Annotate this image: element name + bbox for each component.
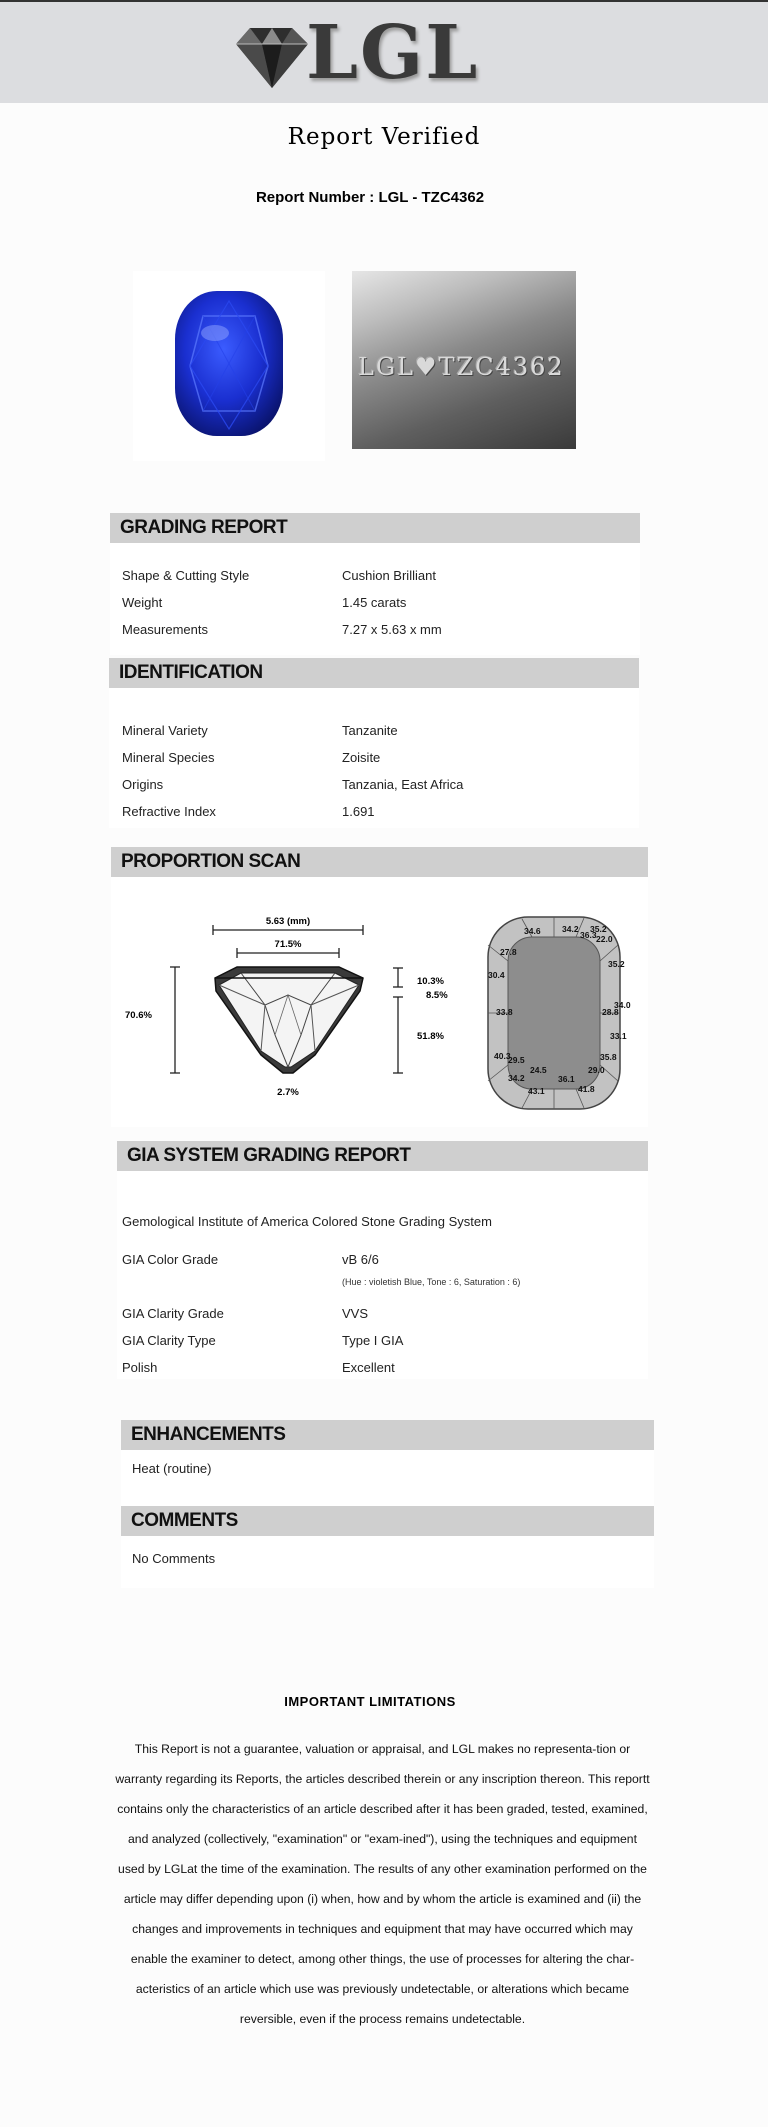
facet-label: 34.0: [614, 1000, 631, 1010]
crown-label: 10.3%: [417, 976, 444, 987]
gia-subtitle: Gemological Institute of America Colored Stone Grading System: [122, 1214, 492, 1229]
enhancements-heading: ENHANCEMENTS: [121, 1420, 654, 1450]
gemstone-photo: [133, 271, 325, 461]
comments-text: No Comments: [132, 1551, 216, 1566]
refractive-index-label: Refractive Index: [122, 804, 216, 819]
gia-color-label: GIA Color Grade: [122, 1252, 219, 1267]
facet-label: 29.5: [508, 1055, 525, 1065]
profile-diagram: [115, 905, 450, 1120]
total-depth-label: 70.6%: [125, 1010, 152, 1021]
facet-label: 27.8: [500, 947, 517, 957]
facet-label: 40.3: [494, 1051, 511, 1061]
width-label: 5.63 (mm): [265, 916, 311, 927]
facet-label: 29.0: [588, 1065, 605, 1075]
shape-label: Shape & Cutting Style: [122, 568, 250, 583]
mineral-variety-value: Tanzanite: [342, 723, 398, 738]
facet-label: 35.2: [590, 924, 607, 934]
measurements-value: 7.27 x 5.63 x mm: [342, 622, 442, 637]
gia-clarity-type-label: GIA Clarity Type: [122, 1333, 216, 1348]
limitations-heading: IMPORTANT LIMITATIONS: [284, 1694, 456, 1709]
enhancements-text: Heat (routine): [132, 1461, 212, 1476]
proportion-scan-heading: PROPORTION SCAN: [111, 847, 648, 877]
facet-label: 28.8: [602, 1007, 619, 1017]
page-title: Report Verified: [287, 124, 481, 150]
identification-heading: IDENTIFICATION: [109, 658, 639, 688]
gia-clarity-grade-value: VVS: [342, 1306, 369, 1321]
facet-label: 41.8: [578, 1084, 595, 1094]
gia-heading: GIA SYSTEM GRADING REPORT: [117, 1141, 648, 1171]
facet-label: 30.4: [488, 970, 505, 980]
shape-value: Cushion Brilliant: [342, 568, 436, 583]
facet-label: 33.1: [610, 1031, 627, 1041]
measurements-label: Measurements: [122, 622, 208, 637]
refractive-index-value: 1.691: [342, 804, 375, 819]
facet-label: 33.8: [496, 1007, 513, 1017]
gia-clarity-type-value: Type I GIA: [342, 1333, 404, 1348]
gia-color-value: vB 6/6: [342, 1252, 379, 1267]
mineral-species-value: Zoisite: [342, 750, 381, 765]
grading-report-heading: GRADING REPORT: [110, 513, 640, 543]
origins-value: Tanzania, East Africa: [342, 777, 464, 792]
header: [0, 2, 768, 103]
limitations-text: This Report is not a guarantee, valuation or appraisal, and LGL makes no representa-tion or warranty regarding its Reports, the articles described therein or any inscription thereon. This reportt contains only the characteristics of an article described after it has been graded, tested, examined, and analyzed (collectively, "examination" or "exam-ined"), using the techniques and equipment used by LGLat the time of the examination. The results of any other examination performed on the article may differ depending upon (i) when, how and by whom the article is examined and (ii) the changes and improvements in techniques and equipment that may have occurred which may enable the examiner to detect, among other things, the use of processes for altering the char-acteristics of an article which use was previously undetectable, or alterations which became reversible, even if the process remains undetectable.: [115, 1742, 650, 2026]
polish-value: Excellent: [342, 1360, 395, 1375]
facet-diagram: [472, 905, 642, 1120]
gia-color-note: (Hue : violetish Blue, Tone : 6, Saturation : 6): [342, 1277, 521, 1287]
inscription-text: LGL♥TZC4362: [358, 353, 565, 381]
culet-label: 2.7%: [277, 1087, 299, 1098]
facet-label: 34.2: [508, 1073, 525, 1083]
facet-label: 43.1: [528, 1086, 545, 1096]
facet-label: 36.1: [558, 1074, 575, 1084]
inscription-photo: [352, 271, 576, 449]
facet-label: 34.6: [524, 926, 541, 936]
logo-text: LGL: [306, 10, 480, 96]
facet-label: 34.2: [562, 924, 579, 934]
gia-clarity-grade-label: GIA Clarity Grade: [122, 1306, 224, 1321]
girdle-label: 8.5%: [426, 990, 448, 1001]
comments-heading: COMMENTS: [121, 1506, 654, 1536]
table-label: 71.5%: [274, 939, 302, 950]
lgl-logo[interactable]: [232, 10, 492, 96]
polish-label: Polish: [122, 1360, 158, 1375]
diamond-icon: [232, 22, 310, 92]
weight-label: Weight: [122, 595, 163, 610]
pavilion-label: 51.8%: [417, 1031, 444, 1042]
facet-label: 24.5: [530, 1065, 547, 1075]
facet-label: 22.0: [596, 934, 613, 944]
mineral-variety-label: Mineral Variety: [122, 723, 208, 738]
facet-label: 35.8: [600, 1052, 617, 1062]
facet-label: 35.2: [608, 959, 625, 969]
origins-label: Origins: [122, 777, 164, 792]
facet-label: 36.3: [580, 930, 597, 940]
report-number: Report Number : LGL - TZC4362: [255, 189, 485, 206]
mineral-species-label: Mineral Species: [122, 750, 215, 765]
weight-value: 1.45 carats: [342, 595, 407, 610]
